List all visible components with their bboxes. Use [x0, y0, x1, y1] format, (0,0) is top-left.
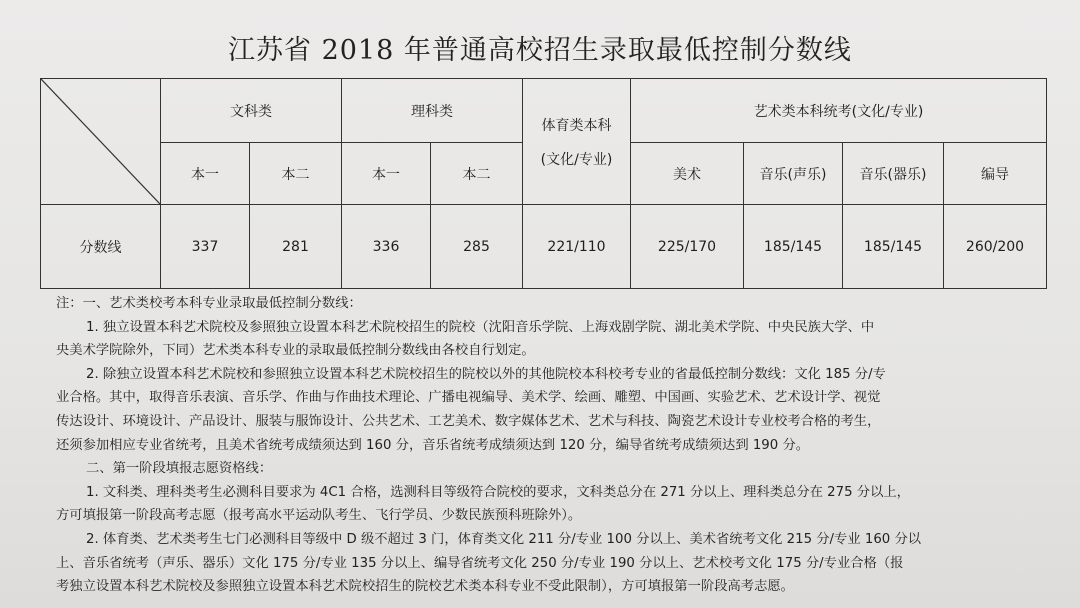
note-line: 1. 独立设置本科艺术院校及参照独立设置本科艺术院校招生的院校（沈阳音乐学院、上海戏剧学院、湖北美术学院、中央民族大学、中: [86, 319, 875, 335]
score-cell: 285: [431, 205, 523, 289]
score-cell: 185/145: [843, 205, 944, 289]
note-line: 考独立设置本科艺术院校及参照独立设置本科艺术院校招生的院校艺术类本科专业不受此限制），方可填报第一阶段高考志愿。: [56, 579, 794, 595]
subheader-wen-ben1: 本一: [161, 143, 250, 205]
note-line: 央美术学院除外，下同）艺术类本科专业的录取最低控制分数线由各校自行划定。: [56, 343, 535, 359]
header-tiyu: [523, 79, 631, 205]
subheader-yinyue-qiyue: 音乐(器乐): [843, 143, 944, 205]
note-line: 2. 除独立设置本科艺术院校和参照独立设置本科艺术院校招生的院校以外的其他院校本科校考专业的省最低控制分数线：文化 185 分/专: [86, 366, 886, 382]
subheader-li-ben1: 本一: [342, 143, 431, 205]
subheader-meishu: 美术: [631, 143, 744, 205]
note-line: 1. 文科类、理科类考生必测科目要求为 4C1 合格，选测科目等级符合院校的要求，文科类总分在 271 分以上、理科类总分在 275 分以上，: [86, 484, 910, 500]
header-tiyu-line2: (文化/专业): [540, 151, 613, 168]
score-cell: 281: [250, 205, 342, 289]
row-label: 分数线: [41, 205, 161, 289]
note-line: 方可填报第一阶段高考志愿（报考高水平运动队考生、飞行学员、少数民族预科班除外）。: [56, 508, 582, 524]
note-heading: 注：一、艺术类校考本科专业录取最低控制分数线：: [56, 296, 362, 311]
note-line: 传达设计、环境设计、产品设计、服装与服饰设计、公共艺术、工艺美术、数字媒体艺术、艺术与科技、陶瓷艺术设计专业校考合格的考生，: [56, 413, 881, 429]
score-cell: 260/200: [944, 205, 1047, 289]
score-cell: 221/110: [523, 205, 631, 289]
diagonal-line: [41, 79, 160, 204]
note-line: 还须参加相应专业省统考，且美术省统考成绩须达到 160 分，音乐省统考成绩须达到 120 分，编导省统考成绩须达到 190 分。: [56, 437, 810, 453]
score-table: [40, 78, 1047, 289]
page-title: 江苏省 2018 年普通高校招生录取最低控制分数线: [228, 35, 852, 66]
header-yishu: 艺术类本科统考(文化/专业): [631, 79, 1047, 143]
note-line: 上、音乐省统考（声乐、器乐）文化 175 分/专业 135 分以上、编导省统考文化 250 分/专业 190 分以上、艺术校考文化 175 分/专业合格（报: [56, 555, 904, 571]
note-subheading: 二、第一阶段填报志愿资格线：: [86, 461, 273, 477]
table-row: [41, 205, 1047, 289]
subheader-wen-ben2: 本二: [250, 143, 342, 205]
note-line: 业合格。其中，取得音乐表演、音乐学、作曲与作曲技术理论、广播电视编导、美术学、绘画、雕塑、中国画、实验艺术、艺术设计学、视觉: [56, 390, 881, 406]
header-tiyu-line1: 体育类本科: [541, 117, 612, 134]
score-cell: 185/145: [744, 205, 843, 289]
note-line: 2. 体育类、艺术类考生七门必测科目等级中 D 级不超过 3 门，体育类文化 211 分/专业 100 分以上、美术省统考文化 215 分/专业 160 分以: [86, 531, 922, 547]
score-cell: 337: [161, 205, 250, 289]
score-cell: 336: [342, 205, 431, 289]
subheader-li-ben2: 本二: [431, 143, 523, 205]
header-wenke: 文科类: [161, 79, 342, 143]
notes-section: [56, 292, 1046, 599]
diagonal-header-cell: [41, 79, 161, 205]
subheader-yinyue-shengyue: 音乐(声乐): [744, 143, 843, 205]
subheader-biandao: 编导: [944, 143, 1047, 205]
score-cell: 225/170: [631, 205, 744, 289]
header-like: 理科类: [342, 79, 523, 143]
